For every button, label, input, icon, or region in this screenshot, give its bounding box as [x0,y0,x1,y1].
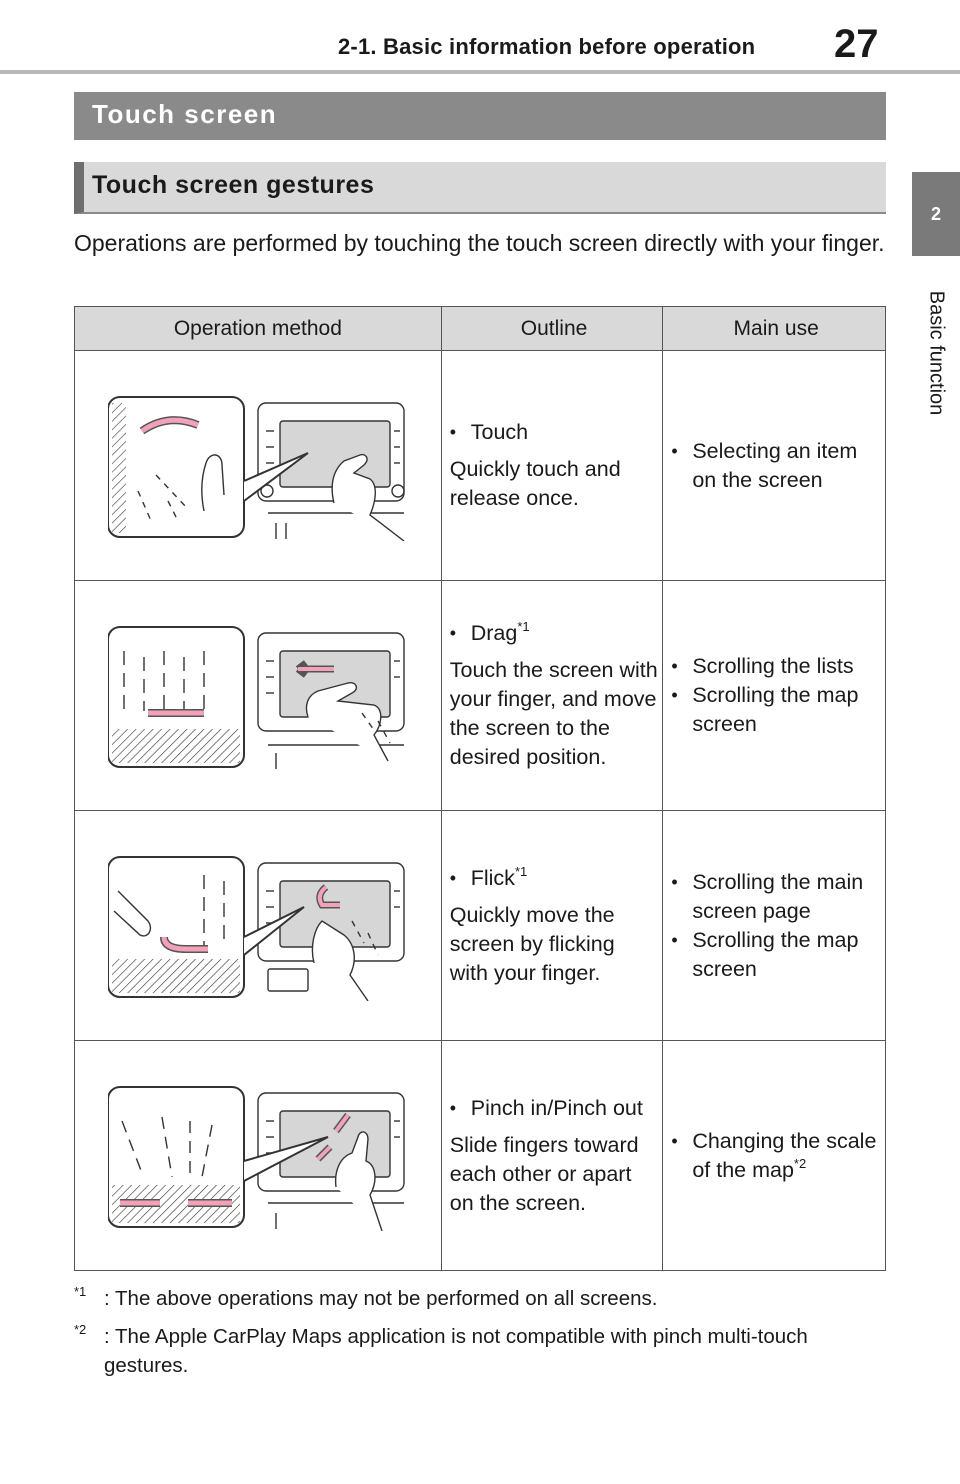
header-outline: Outline [441,307,663,351]
gesture-description: Slide fingers toward each other or apart on the screen. [449,1132,639,1215]
bullet-icon: • [449,422,457,442]
gesture-label: Touch [470,420,529,444]
page-number: 27 [834,22,879,66]
main-use-cell [663,351,886,581]
bullet-icon: • [671,440,678,461]
bullet-icon: • [671,685,678,705]
outline-cell [441,1041,663,1271]
main-use-cell [663,581,886,811]
gesture-label: Pinch in/Pinch out [470,1095,643,1120]
drag-gesture-illustration [108,621,408,771]
gesture-label: Drag [470,621,518,645]
header-rule [0,70,960,74]
bullet-icon: • [449,623,457,643]
bullet-icon: • [671,871,678,892]
gestures-table [74,306,886,1271]
footnote-1 [74,1284,886,1313]
illustration-cell [75,1041,442,1271]
main-use-text: Scrolling the lists [692,654,854,678]
bullet-icon: • [671,656,678,676]
subsection-title: Touch screen gestures [74,162,886,214]
main-use-text: Scrolling the map screen [692,683,859,736]
bullet-icon: • [449,867,457,888]
main-use-item [671,1127,881,1185]
main-use-cell [663,811,886,1041]
main-use-item [671,437,881,495]
footnote-2 [74,1322,886,1380]
header-title: 2-1. Basic information before operation [338,34,756,59]
gesture-name [450,619,659,648]
footnote-ref: *1 [514,863,528,879]
intro-text: Operations are performed by touching the touch screen directly with your finger. [74,230,885,256]
main-use-text: Scrolling the map screen [692,927,859,981]
chapter-tab: 2 [912,172,960,256]
main-use-item [671,681,881,739]
illustration-cell [75,811,442,1041]
gesture-description: Quickly touch and release once. [449,457,621,510]
main-use-item [671,926,881,984]
footnote-text: : The above operations may not be performed on all screens. [104,1287,658,1310]
gesture-name [450,418,659,447]
outline-cell [441,351,663,581]
table-row [75,811,886,1041]
footnote-mark: *1 [74,1284,87,1299]
main-use-text: Scrolling the main screen page [692,869,864,923]
gesture-description: Quickly move the screen by flicking with your finger. [449,902,615,985]
footnote-ref: *2 [793,1155,807,1171]
gesture-name [450,1094,659,1123]
table-row [75,351,886,581]
flick-gesture-illustration [108,851,408,1001]
header-main-use: Main use [663,307,886,351]
gesture-label: Flick [470,865,515,890]
illustration-cell [75,351,442,581]
main-use-item [671,868,881,926]
gesture-description: Touch the screen with your finger, and move the screen to the desired position. [449,658,658,769]
touch-gesture-illustration [108,391,408,541]
outline-cell [441,811,663,1041]
footnote-text: : The Apple CarPlay Maps application is not compatible with pinch multi-touch gestures. [104,1325,808,1377]
main-use-cell [663,1041,886,1271]
footnote-ref: *1 [517,619,530,634]
main-use-text: Selecting an item on the screen [692,438,858,492]
chapter-label-text: Basic function [925,290,948,416]
section-title: Touch screen [74,92,886,140]
table-row [75,581,886,811]
illustration-cell [75,581,442,811]
outline-cell [441,581,663,811]
table-row [75,1041,886,1271]
chapter-label [914,268,958,438]
gesture-name [450,864,659,893]
main-use-text: Changing the scale of the map [692,1128,877,1182]
bullet-icon: • [449,1097,457,1118]
header-operation-method: Operation method [75,307,442,351]
bullet-icon: • [671,1130,678,1151]
main-use-item [671,652,881,681]
bullet-icon: • [671,929,678,950]
pinch-gesture-illustration [108,1081,408,1231]
footnote-mark: *2 [74,1322,87,1337]
table-header-row [75,307,886,351]
